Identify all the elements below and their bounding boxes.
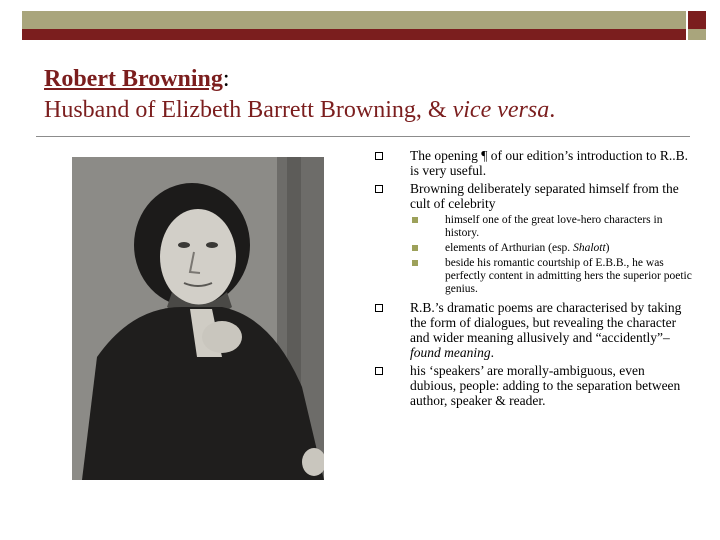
bullet-item [372,363,692,408]
bullet-text-end: . [490,345,494,360]
portrait-drawing [72,157,324,480]
bullet-list [372,148,692,411]
bullet-item [372,148,692,178]
slide-title [44,64,684,126]
sub-bullet-item [372,257,692,296]
sub-bullet-text: himself one of the great love-hero characters in history. [445,214,663,239]
sub-bullet-item [372,214,692,240]
bullet-item [372,300,692,360]
subtitle-start: Husband of Elizbeth Barrett Browning, & [44,97,453,123]
portrait-photo-icon [72,157,324,480]
sub-bullet-item [372,242,692,255]
header-square-olive [688,29,706,40]
header-square-maroon [688,11,706,29]
title-name: Robert Browning [44,66,223,92]
sub-bullet-text: beside his romantic courtship of E.B.B., he was perfectly content in admitting hers the superior poetic genius. [445,257,692,295]
square-bullet-icon [375,304,383,312]
subtitle-italic: vice versa [452,97,550,123]
bullet-text: his ‘speakers’ are morally-ambiguous, even dubious, people: adding to the separation between author, speaker & reader. [410,363,681,408]
sub-bullet-text-italic: Shalott [573,242,606,254]
title-subtitle [44,97,555,123]
sub-bullet-text-end: ) [605,242,610,254]
header-band-maroon [22,29,686,40]
bullet-text: The opening ¶ of our edition’s introduction to R..B. is very useful. [410,148,688,178]
bullet-text-start: R.B.’s dramatic poems are characterised by taking the form of dialogues, but revealing the character and wider meaning allusively and “accidently”– [410,300,682,345]
sub-bullet-text-start: elements of Arthurian (esp. [445,242,574,254]
square-bullet-icon [375,185,383,193]
filled-square-bullet-icon [412,217,418,223]
subtitle-end: . [549,97,556,123]
filled-square-bullet-icon [412,245,418,251]
square-bullet-icon [375,152,383,160]
header-band-olive [22,11,686,29]
bullet-text: Browning deliberately separated himself from the cult of celebrity [410,181,679,211]
bullet-item [372,181,692,211]
title-divider [36,136,690,137]
bullet-text-italic: found meaning [410,345,491,360]
filled-square-bullet-icon [412,260,418,266]
square-bullet-icon [375,367,383,375]
title-colon: : [222,66,230,92]
